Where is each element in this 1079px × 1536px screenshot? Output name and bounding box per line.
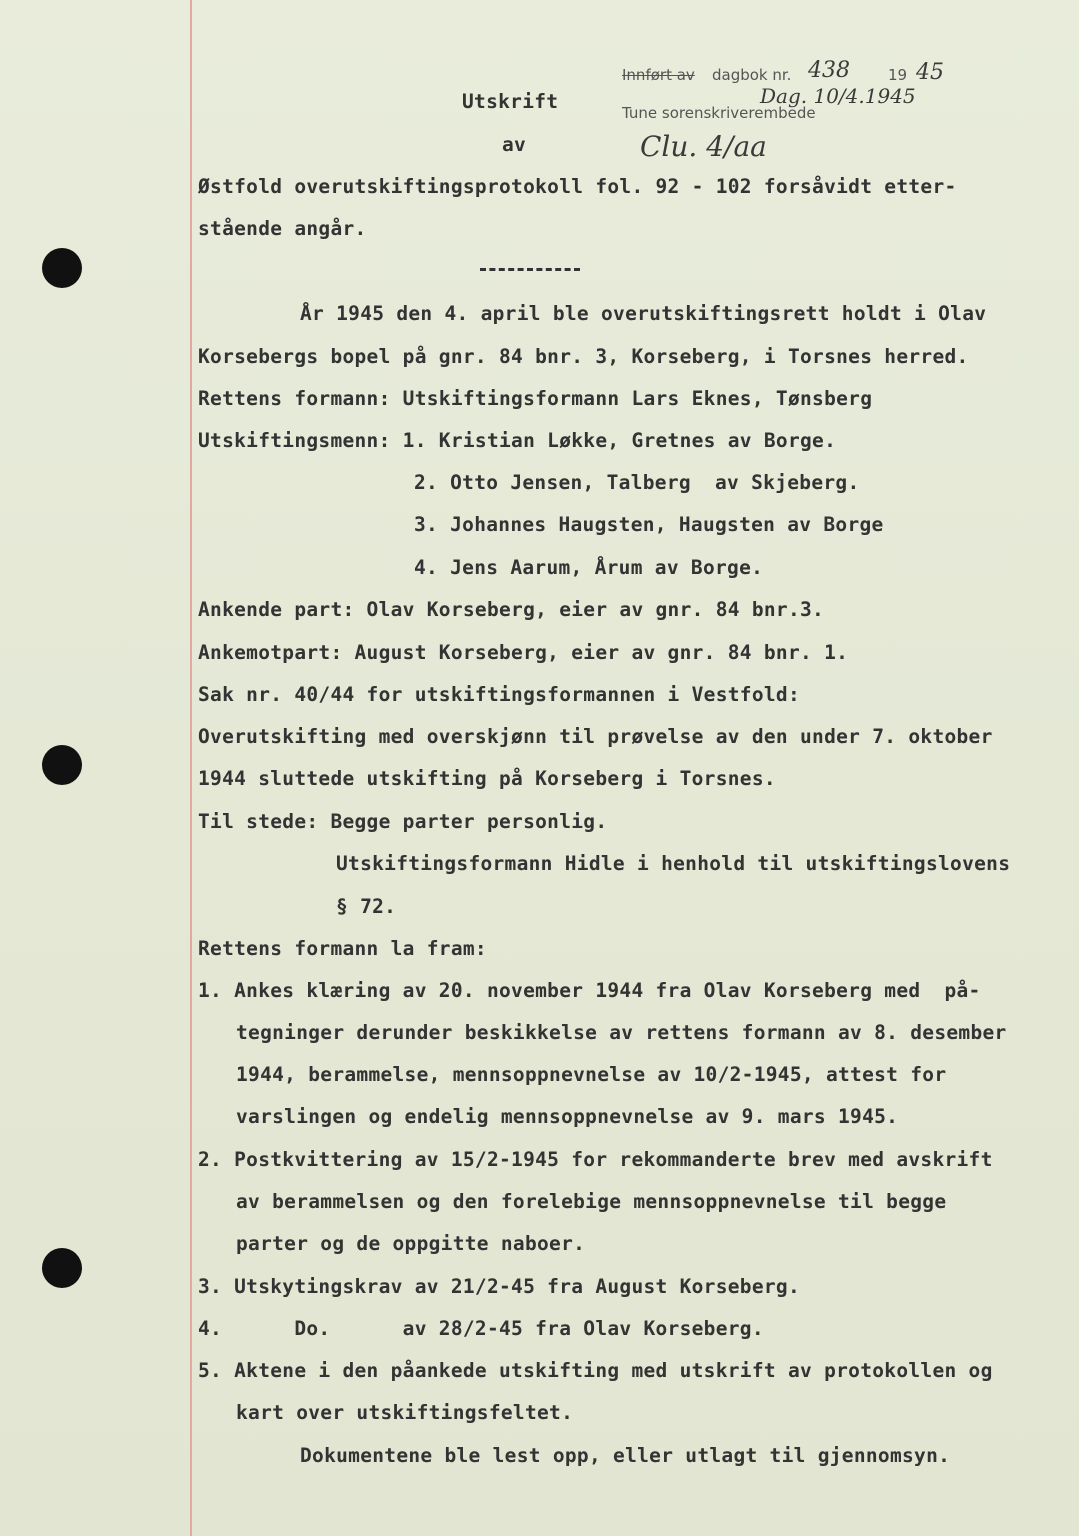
- separator-rule: [480, 268, 580, 271]
- body-line: Ankende part: Olav Korseberg, eier av gnr. 84 bnr.3.: [198, 598, 825, 621]
- document-title: Utskrift: [462, 90, 559, 113]
- body-line: 4. Do. av 28/2-45 fra Olav Korseberg.: [198, 1317, 764, 1340]
- stamp-year-suffix: 45: [916, 60, 944, 85]
- body-line: av berammelsen og den forelebige mennsoppnevnelse til begge: [236, 1190, 947, 1213]
- body-line: stående angår.: [198, 217, 367, 240]
- margin-line: [190, 0, 192, 1536]
- body-line: År 1945 den 4. april ble overutskiftingsrett holdt i Olav: [300, 302, 987, 325]
- body-line: 1944 sluttede utskifting på Korseberg i Torsnes.: [198, 767, 776, 790]
- stamp-dagbok-label: dagbok nr.: [712, 66, 792, 84]
- body-line: tegninger derunder beskikkelse av rettens formann av 8. desember: [236, 1021, 1007, 1044]
- body-line: 2. Otto Jensen, Talberg av Skjeberg.: [414, 471, 860, 494]
- body-line: varslingen og endelig mennsoppnevnelse av 9. mars 1945.: [236, 1105, 899, 1128]
- body-line: 4. Jens Aarum, Årum av Borge.: [414, 556, 764, 579]
- document-subtitle: av: [502, 133, 527, 156]
- handwritten-note: Clu. 4/aa: [640, 130, 767, 163]
- body-line: Overutskifting med overskjønn til prøvelse av den under 7. oktober: [198, 725, 993, 748]
- handwritten-date: Dag. 10/4.1945: [760, 84, 916, 108]
- body-line: Korsebergs bopel på gnr. 84 bnr. 3, Korseberg, i Torsnes herred.: [198, 345, 969, 368]
- body-line: 1944, berammelse, mennsoppnevnelse av 10/2-1945, attest for: [236, 1063, 947, 1086]
- stamp-office: Tune sorenskriverembede: [622, 104, 816, 122]
- body-line: Ankemotpart: August Korseberg, eier av gnr. 84 bnr. 1.: [198, 641, 849, 664]
- body-line: 5. Aktene i den påankede utskifting med utskrift av protokollen og: [198, 1359, 993, 1382]
- body-line: 3. Utskytingskrav av 21/2-45 fra August Korseberg.: [198, 1275, 800, 1298]
- body-line: Østfold overutskiftingsprotokoll fol. 92 - 102 forsåvidt etter-: [198, 175, 957, 198]
- stamp-prefix: Innført av: [622, 66, 695, 84]
- punch-hole: [42, 248, 82, 288]
- body-line: 3. Johannes Haugsten, Haugsten av Borge: [414, 513, 884, 536]
- body-line: Til stede: Begge parter personlig.: [198, 810, 608, 833]
- body-line: parter og de oppgitte naboer.: [236, 1232, 586, 1255]
- body-line: 2. Postkvittering av 15/2-1945 for rekommanderte brev med avskrift: [198, 1148, 993, 1171]
- body-line: Rettens formann la fram:: [198, 937, 487, 960]
- body-line: kart over utskiftingsfeltet.: [236, 1401, 574, 1424]
- stamp-year-prefix: 19: [888, 66, 908, 84]
- body-line: 1. Ankes klæring av 20. november 1944 fra Olav Korseberg med på-: [198, 979, 981, 1002]
- body-line: Utskiftingsmenn: 1. Kristian Løkke, Gretnes av Borge.: [198, 429, 837, 452]
- body-line: Rettens formann: Utskiftingsformann Lars Eknes, Tønsberg: [198, 387, 873, 410]
- stamp-dagbok-number: 438: [808, 58, 850, 83]
- body-line: § 72.: [336, 895, 397, 918]
- body-line: Sak nr. 40/44 for utskiftingsformannen i Vestfold:: [198, 683, 800, 706]
- body-line: Utskiftingsformann Hidle i henhold til utskiftingslovens: [336, 852, 1011, 875]
- body-line: Dokumentene ble lest opp, eller utlagt til gjennomsyn.: [300, 1444, 951, 1467]
- punch-hole: [42, 745, 82, 785]
- punch-hole: [42, 1248, 82, 1288]
